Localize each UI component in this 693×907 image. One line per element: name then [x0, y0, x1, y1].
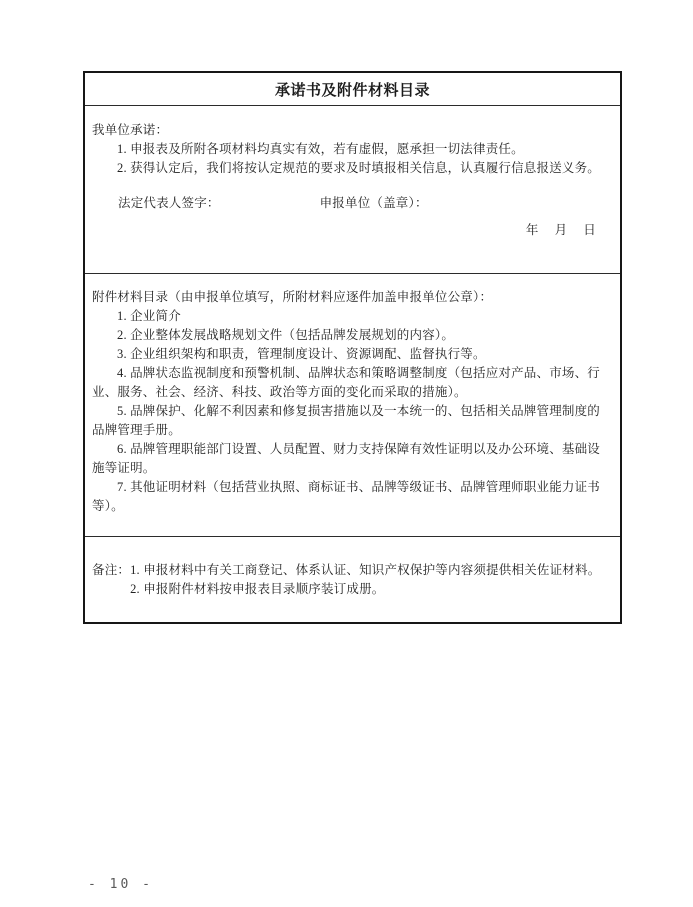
signature-row — [92, 194, 610, 213]
date-year-label: 年 — [525, 223, 539, 237]
attachment-item-1: 1. 企业简介 — [117, 309, 181, 323]
legal-representative-signature-label: 法定代表人签字： — [118, 196, 220, 210]
attachment-item-4: 4. 品牌状态监视制度和预警机制、品牌状态和策略调整制度（包括应对产品、市场、行业、服务、社会、经济、科技、政治等方面的变化而采取的措施）。 — [92, 366, 601, 399]
notes-section — [85, 537, 620, 622]
note-item-1: 1. 申报材料中有关工商登记、体系认证、知识产权保护等内容须提供相关佐证材料。 — [130, 563, 601, 577]
commitment-item-1: 1. 申报表及所附各项材料均真实有效，若有虚假，愿承担一切法律责任。 — [117, 142, 524, 156]
attachments-section — [85, 274, 620, 537]
applicant-unit-seal-label: 申报单位（盖章）： — [319, 196, 428, 210]
attachments-heading: 附件材料目录（由申报单位填写，所附材料应逐件加盖申报单位公章）： — [92, 290, 493, 304]
date-day-label: 日 — [583, 223, 596, 237]
attachment-item-6: 6. 品牌管理职能部门设置、人员配置、财力支持保障有效性证明以及办公环境、基础设施等证明。 — [92, 442, 601, 475]
attachment-item-3: 3. 企业组织架构和职责，管理制度设计、资源调配、监督执行等。 — [117, 347, 486, 361]
date-row — [92, 221, 610, 240]
notes-label: 备注： — [92, 563, 131, 577]
note-item-2: 2. 申报附件材料按申报表目录顺序装订成册。 — [130, 582, 385, 596]
notes-row — [92, 561, 610, 599]
attachment-item-7: 7. 其他证明材料（包括营业执照、商标证书、品牌等级证书、品牌管理师职业能力证书等）。 — [92, 480, 601, 513]
commitment-intro: 我单位承诺： — [92, 123, 169, 137]
attachment-item-2: 2. 企业整体发展战略规划文件（包括品牌发展规划的内容）。 — [117, 328, 455, 342]
date-month-label: 月 — [554, 223, 568, 237]
form-title: 承诺书及附件材料目录 — [85, 73, 620, 106]
page-number: - 10 - — [88, 877, 153, 892]
attachment-item-5: 5. 品牌保护、化解不利因素和修复损害措施以及一本统一的、包括相关品牌管理制度的品牌管理手册。 — [92, 404, 601, 437]
notes-body — [130, 561, 610, 599]
commitment-section — [85, 106, 620, 274]
commitment-form-table — [83, 71, 622, 624]
commitment-item-2: 2. 获得认定后，我们将按认定规范的要求及时填报相关信息，认真履行信息报送义务。 — [117, 161, 601, 175]
